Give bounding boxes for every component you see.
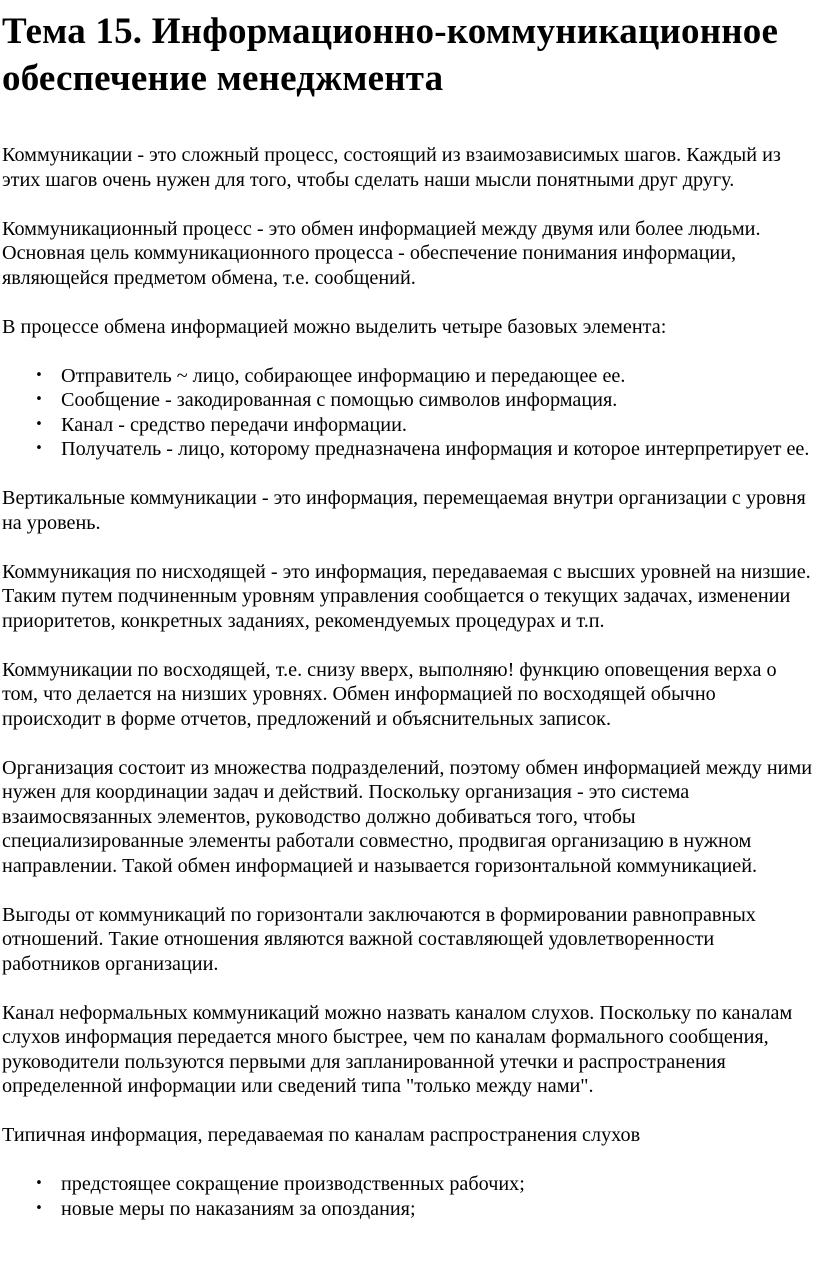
bullet-icon: • (35, 1200, 43, 1216)
bullet-icon: • (35, 441, 43, 456)
paragraph-communication-process: Коммуникационный процесс - это обмен информацией между двумя или более людьми. Основная цель коммуникационного процесса - обеспечение понимания информации, являющейся предметом обмена, т.е. сообщений. (2, 217, 761, 289)
list-item (2, 413, 816, 438)
bullet-icon: • (35, 392, 43, 407)
paragraph-communications: Коммуникации - это сложный процесс, состоящий из взаимозависимых шагов. Каждый из этих шагов очень нужен для того, чтобы сделать наши мысли понятными друг другу. (2, 144, 781, 191)
list-item-text: Канал - средство передачи информации. (61, 413, 407, 436)
list-basic-elements (2, 364, 816, 462)
list-item-text: Отправитель ~ лицо, собирающее информацию и передающее ее. (61, 364, 626, 387)
list-rumor-info (2, 1172, 816, 1221)
list-item (2, 388, 816, 413)
list-item (2, 364, 816, 389)
list-item (2, 1197, 816, 1222)
list-item-text: предстоящее сокращение производственных рабочих; (61, 1173, 525, 1195)
paragraph-vertical-communications: Вертикальные коммуникации - это информация, перемещаемая внутри организации с уровня на уровень. (2, 487, 806, 534)
paragraph-horizontal-communication: Организация состоит из множества подразделений, поэтому обмен информацией между ними нужен для координации задач и действий. Поскольку организация - это система взаимосвязанных элементов, руководство должно добиваться того, чтобы специализированные элементы работали совместно, продвигая организацию в нужном направлении. Такой обмен информацией и называется горизонтальной коммуникацией. (2, 756, 813, 877)
paragraph-informal-channel: Канал неформальных коммуникаций можно назвать каналом слухов. Поскольку по каналам слухов информация передается много быстрее, чем по каналам формального сообщения, руководители пользуются первыми для запланированной утечки и распространения определенной информации или сведений типа "только между нами". (2, 1001, 793, 1097)
paragraph-upward-communication: Коммуникации по восходящей, т.е. снизу вверх, выполняю! функцию оповещения верха о том, что делается на низших уровнях. Обмен информацией по восходящей обычно происходит в форме отчетов, предложений и объяснительных записок. (2, 658, 777, 730)
list-item-text: Получатель - лицо, которому предназначена информация и которое интерпретирует ее. (61, 438, 810, 460)
bullet-icon: • (35, 367, 43, 383)
paragraph-horizontal-benefits: Выгоды от коммуникаций по горизонтали заключаются в формировании равноправных отношений. Такие отношения являются важной составляющей удовлетворенности работников организации. (2, 903, 756, 975)
list-item (2, 1172, 816, 1197)
bullet-icon: • (35, 1176, 43, 1191)
bullet-icon: • (35, 416, 43, 432)
list-item-text: новые меры по наказаниям за опоздания; (61, 1197, 416, 1220)
paragraph-basic-elements-intro: В процессе обмена информацией можно выделить четыре базовых элемента: (2, 315, 667, 338)
list-item (2, 437, 816, 462)
paragraph-downward-communication: Коммуникация по нисходящей - это информация, передаваемая с высших уровней на низшие. Таким путем подчиненным уровням управления сообщается о текущих задачах, изменении приоритетов, конкретных заданиях, рекомендуемых процедурах и т.п. (2, 560, 811, 632)
paragraph-rumor-info-intro: Типичная информация, передаваемая по каналам распространения слухов (2, 1124, 641, 1146)
list-item-text: Сообщение - закодированная с помощью символов информация. (61, 389, 618, 411)
page-title: Тема 15. Информационно-коммуникационное обеспечение менеджмента (2, 11, 779, 99)
